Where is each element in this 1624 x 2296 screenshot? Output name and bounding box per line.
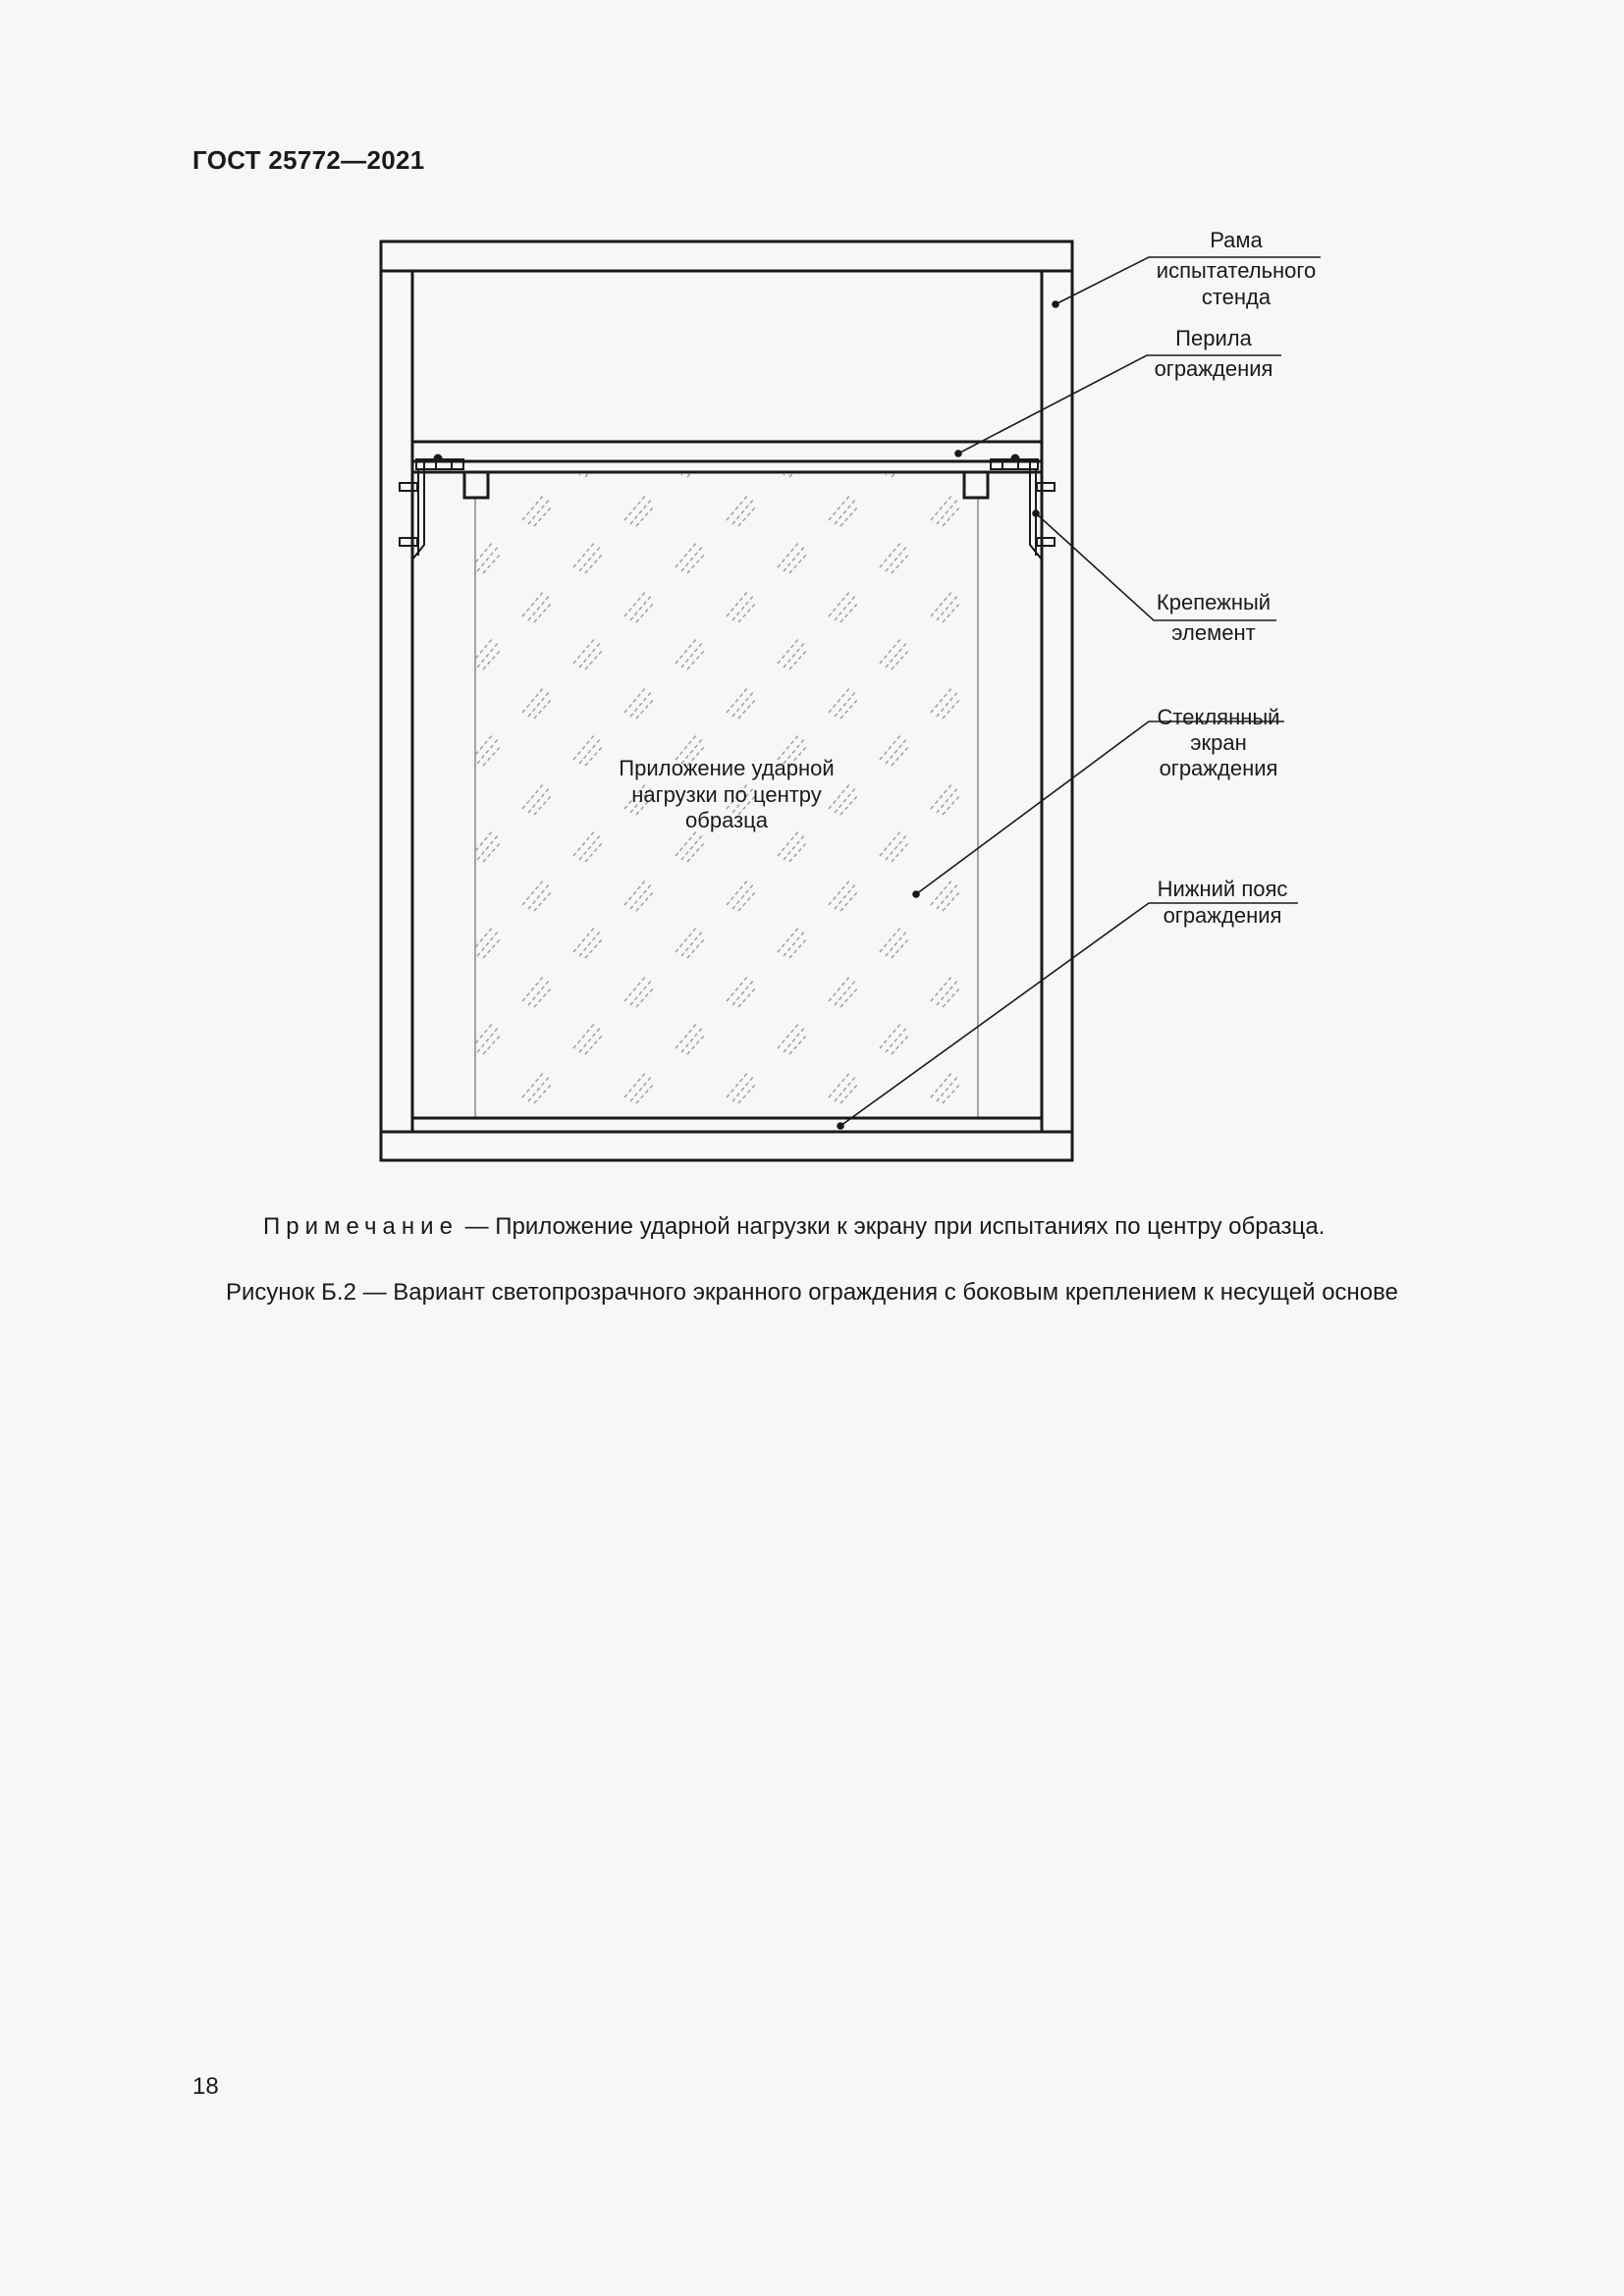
label-bottom-2: ограждения bbox=[1163, 903, 1282, 928]
label-center-1: Приложение ударной bbox=[619, 756, 835, 780]
label-glass-2: экран bbox=[1190, 730, 1247, 755]
label-frame-1: Рама bbox=[1210, 228, 1263, 252]
note-text: — Приложение ударной нагрузки к экрану при испытаниях по центру образца. bbox=[458, 1213, 1326, 1240]
figure-note bbox=[263, 1213, 1325, 1241]
page-number: 18 bbox=[192, 2073, 219, 2100]
label-fastener-1: Крепежный bbox=[1156, 590, 1272, 614]
label-fastener-2: элемент bbox=[1171, 620, 1256, 645]
fastener-left bbox=[400, 455, 463, 561]
label-glass-3: ограждения bbox=[1159, 756, 1278, 780]
label-bottom-1: Нижний пояс bbox=[1157, 877, 1288, 901]
label-glass-1: Стеклянный bbox=[1157, 705, 1280, 729]
label-railing-2: ограждения bbox=[1154, 356, 1273, 381]
label-frame-2: испытательного bbox=[1156, 258, 1317, 283]
figure-caption: Рисунок Б.2 — Вариант светопрозрачного экранного ограждения с боковым креплением к несущей основе bbox=[226, 1279, 1398, 1306]
note-prefix: Примечание bbox=[263, 1213, 459, 1240]
label-railing-1: Перила bbox=[1175, 326, 1252, 350]
railing bbox=[412, 442, 1042, 472]
label-frame-3: стенда bbox=[1201, 285, 1272, 309]
fastener-right bbox=[991, 455, 1055, 561]
label-center-2: нагрузки по центру bbox=[631, 782, 822, 807]
document-header: ГОСТ 25772—2021 bbox=[192, 145, 425, 175]
label-center-3: образца bbox=[685, 808, 768, 832]
